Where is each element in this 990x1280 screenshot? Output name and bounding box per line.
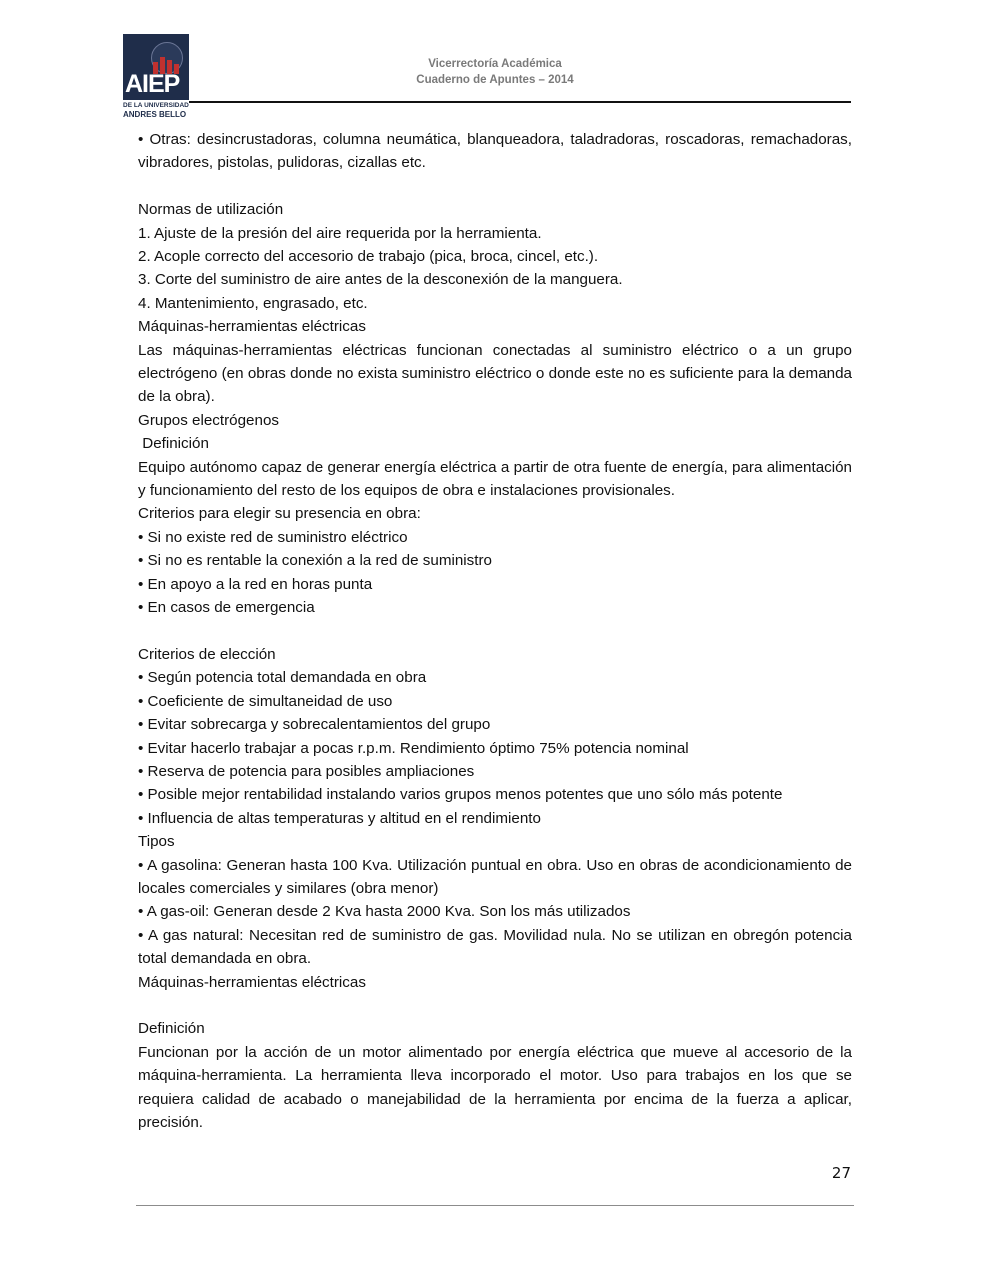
list-item: • Si no es rentable la conexión a la red de suministro bbox=[138, 552, 492, 570]
page-body bbox=[138, 128, 852, 1134]
section-heading: Normas de utilización bbox=[138, 201, 284, 219]
list-item: 4. Mantenimiento, engrasado, etc. bbox=[138, 294, 368, 312]
list-item: • Evitar sobrecarga y sobrecalentamientos del grupo bbox=[138, 716, 491, 734]
paragraph: Las máquinas-herramientas eléctricas funcionan conectadas al suministro eléctrico o a un grupo electrógeno (en obras donde no exista suministro eléctrico o donde este no es suficiente para la demanda de la obra). bbox=[138, 341, 852, 406]
logo-subtitle-line1: DE LA UNIVERSIDAD bbox=[123, 102, 189, 109]
paragraph: Funcionan por la acción de un motor alimentado por energía eléctrica que mueve al accesorio de la máquina-herramienta. La herramienta lleva incorporado el motor. Uso para trabajos en los que se requiera calidad de acabado o manejabilidad de la herramienta por encima de la fuerza a aplicar, precisión. bbox=[138, 1043, 852, 1132]
section-heading: Máquinas-herramientas eléctricas bbox=[138, 973, 366, 991]
subsection-heading: Definición bbox=[138, 1020, 205, 1038]
list-item: • Coeficiente de simultaneidad de uso bbox=[138, 692, 393, 710]
logo-badge bbox=[123, 34, 189, 100]
intro-paragraph: • Otras: desincrustadoras, columna neumática, blanqueadora, taladradoras, roscadoras, remachadoras, vibradores, pistolas, pulidoras, cizallas etc. bbox=[138, 131, 852, 172]
logo-subtitle-line2: ANDRES BELLO bbox=[123, 110, 187, 119]
list-item: • Evitar hacerlo trabajar a pocas r.p.m. Rendimiento óptimo 75% potencia nominal bbox=[138, 739, 689, 757]
paragraph: Equipo autónomo capaz de generar energía eléctrica a partir de otra fuente de energía, para alimentación y funcionamiento del resto de los equipos de obra e instalaciones provisionales. bbox=[138, 458, 852, 500]
list-item: • En casos de emergencia bbox=[138, 599, 315, 617]
list-item: • A gas-oil: Generan desde 2 Kva hasta 2000 Kva. Son los más utilizados bbox=[138, 903, 631, 921]
list-item: • A gas natural: Necesitan red de suministro de gas. Movilidad nula. No se utilizan en obregón potencia total demandada en obra. bbox=[138, 926, 852, 968]
list-item: • En apoyo a la red en horas punta bbox=[138, 575, 373, 593]
spacer bbox=[138, 175, 852, 198]
subsection-heading: Definición bbox=[138, 435, 209, 453]
list-item: • Reserva de potencia para posibles ampliaciones bbox=[138, 762, 475, 780]
page-number: 27 bbox=[831, 1164, 851, 1182]
list-item: • Influencia de altas temperaturas y altitud en el rendimiento bbox=[138, 809, 541, 827]
list-item: 1. Ajuste de la presión del aire requerida por la herramienta. bbox=[138, 224, 542, 242]
header-title: Vicerrectoría Académica bbox=[428, 58, 562, 70]
spacer bbox=[138, 994, 852, 1017]
list-item: • Posible mejor rentabilidad instalando varios grupos menos potentes que uno sólo más potente bbox=[138, 786, 783, 804]
footer-divider bbox=[136, 1205, 854, 1206]
section-heading: Grupos electrógenos bbox=[138, 411, 279, 429]
section-heading: Tipos bbox=[138, 833, 175, 851]
spacer bbox=[138, 620, 852, 643]
section-heading: Criterios para elegir su presencia en obra: bbox=[138, 505, 421, 523]
list-item: • Según potencia total demandada en obra bbox=[138, 669, 427, 687]
section-heading: Máquinas-herramientas eléctricas bbox=[138, 318, 366, 336]
list-item: • Si no existe red de suministro eléctrico bbox=[138, 528, 408, 546]
list-item: 3. Corte del suministro de aire antes de la desconexión de la manguera. bbox=[138, 271, 623, 289]
section-heading: Criterios de elección bbox=[138, 645, 276, 663]
list-item: • A gasolina: Generan hasta 100 Kva. Utilización puntual en obra. Uso en obras de acondicionamiento de locales comerciales y similares (obra menor) bbox=[138, 856, 852, 897]
logo-wordmark: AIEP bbox=[125, 70, 180, 98]
header-subtitle: Cuaderno de Apuntes – 2014 bbox=[416, 74, 574, 86]
header-divider bbox=[189, 101, 851, 103]
aiep-logo bbox=[123, 34, 189, 120]
list-item: 2. Acople correcto del accesorio de trabajo (pica, broca, cincel, etc.). bbox=[138, 248, 599, 266]
